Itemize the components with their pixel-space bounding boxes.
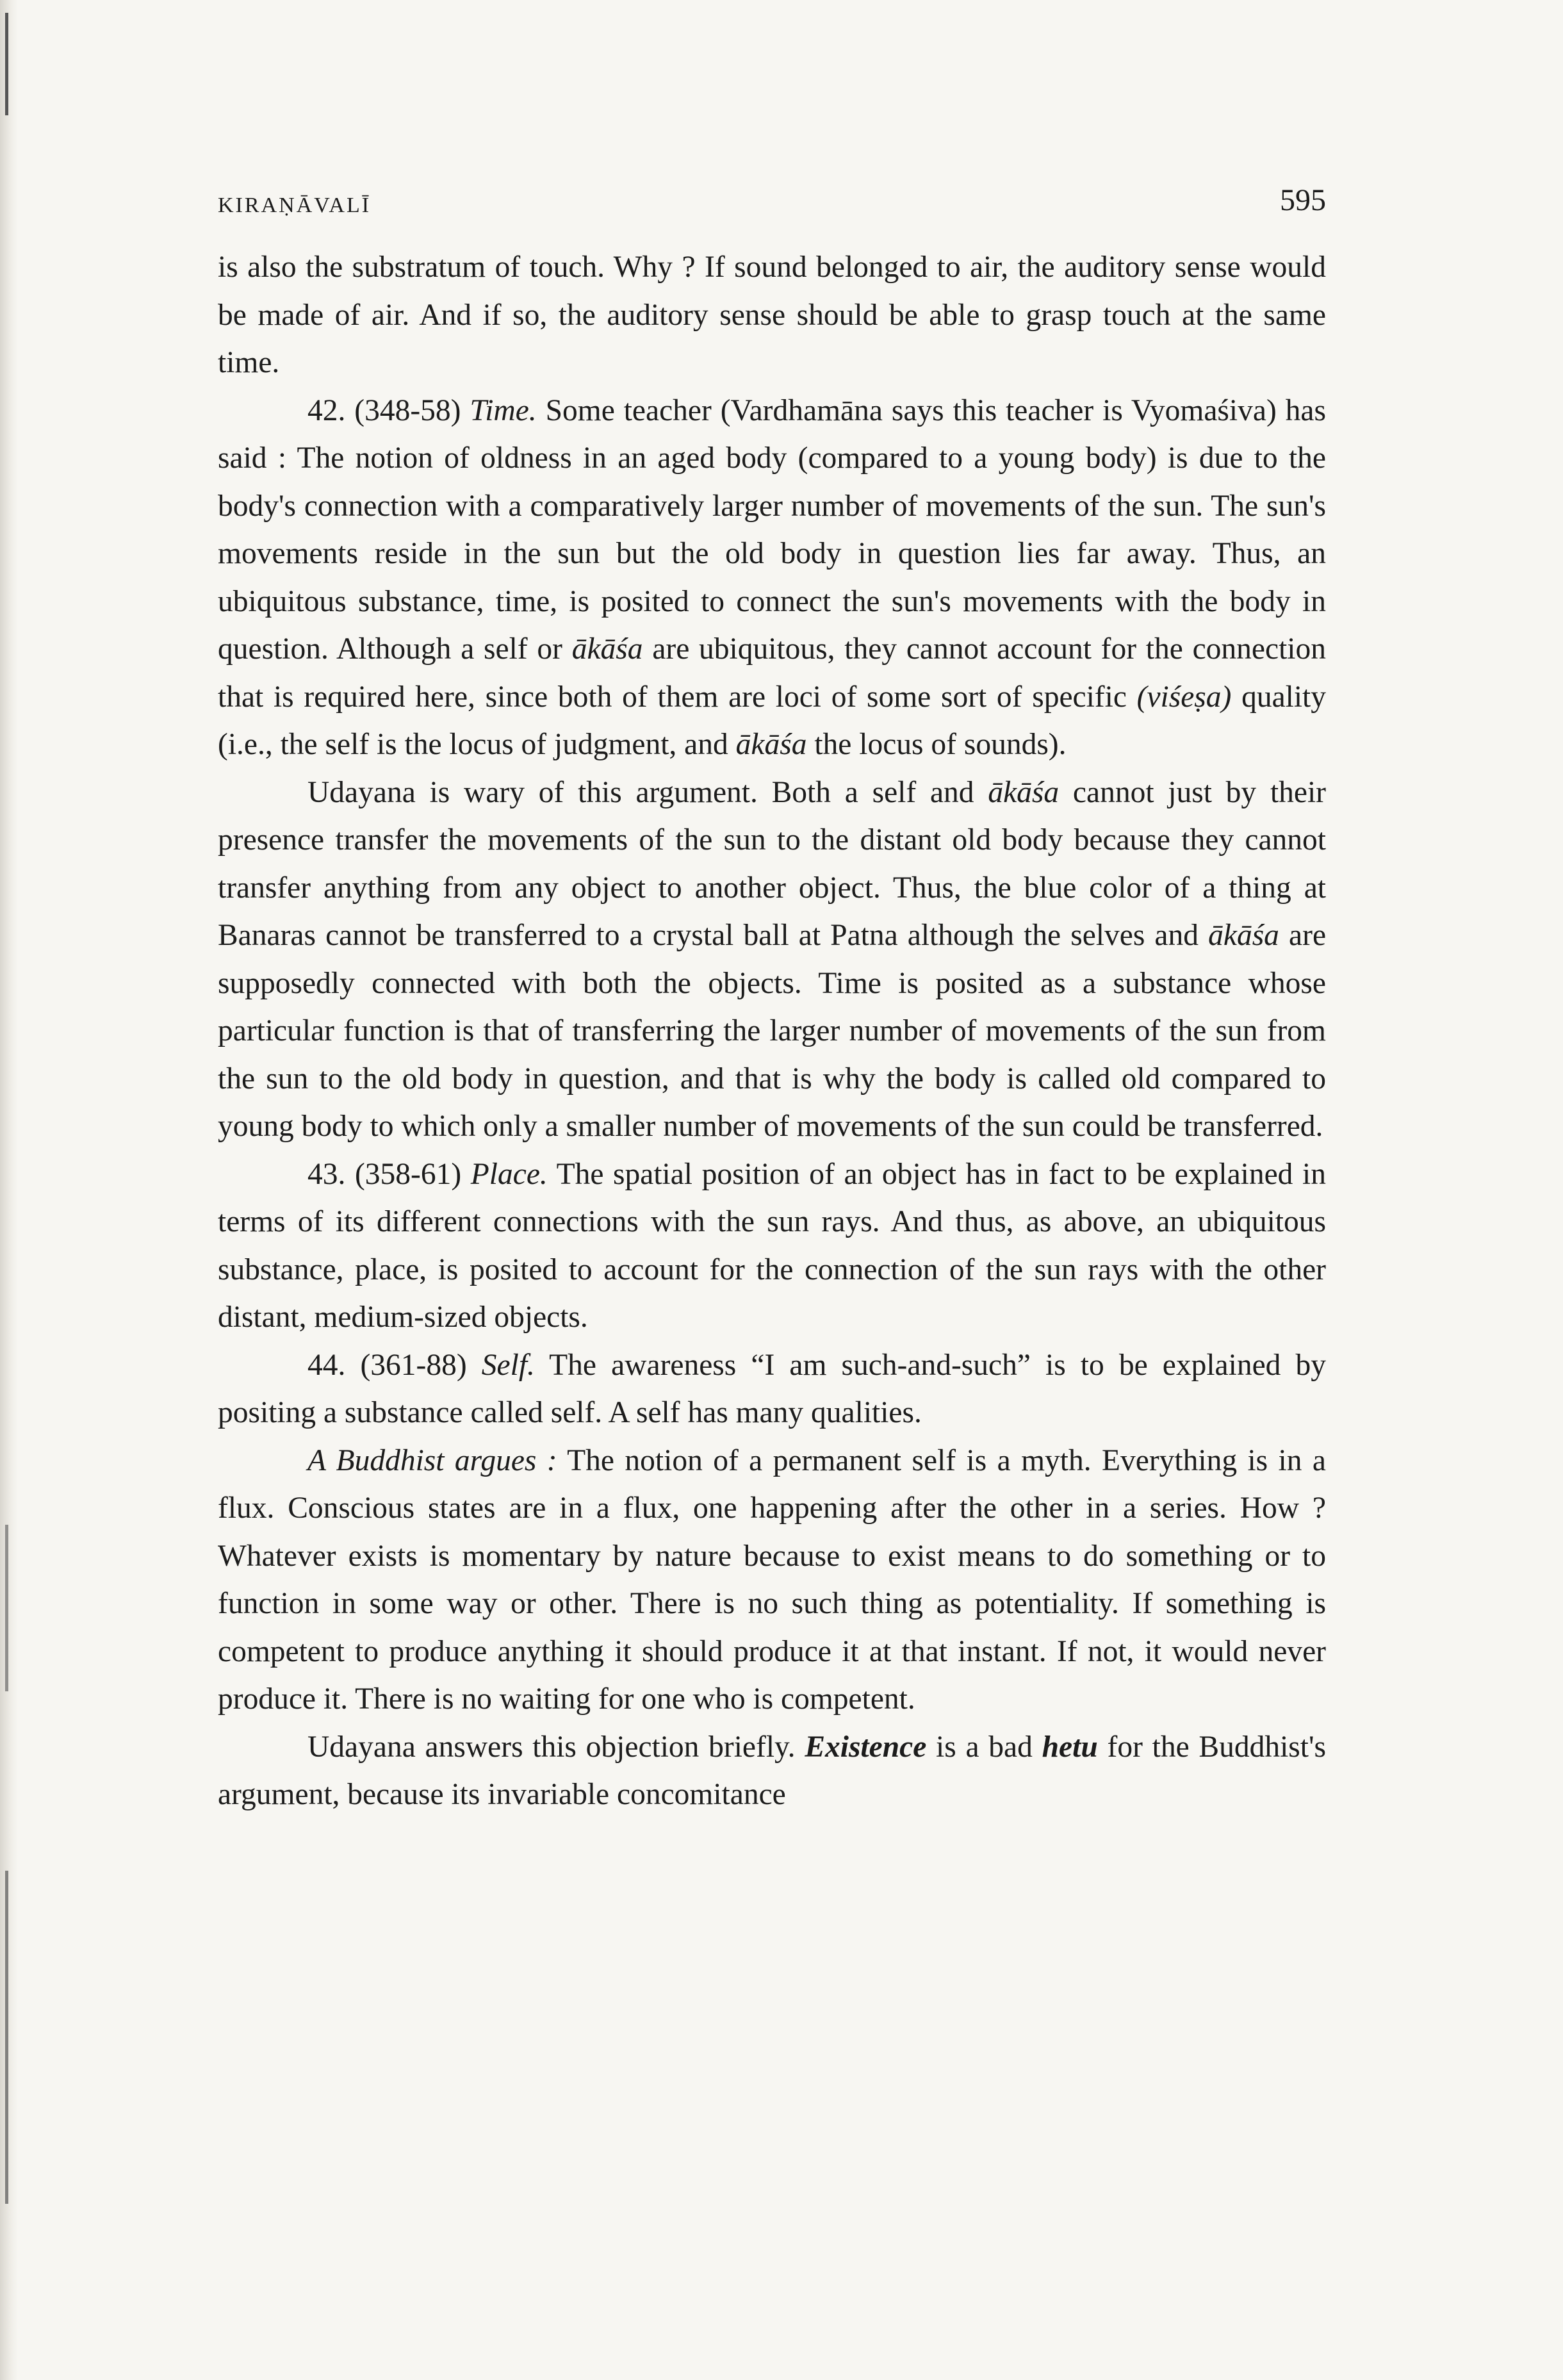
paragraph-text: The spatial position of an object has in fact to be explained in terms of its different connections with the sun rays. And thus, as above, an ubiquitous substance, place, is posited to account for the connection of the sun rays with the other distant, medium-sized objects. [218, 1157, 1326, 1334]
paragraph-udayana-reply [218, 769, 1326, 1151]
paragraph-time [218, 387, 1326, 769]
section-heading: Time. [470, 393, 537, 427]
paragraph-place [218, 1151, 1326, 1342]
paragraph-buddhist-argument [218, 1437, 1326, 1723]
section-number: 43. (358-61) [307, 1157, 462, 1191]
running-head [218, 173, 1326, 218]
paragraph-text: Udayana answers this objection briefly. [307, 1730, 796, 1764]
running-title: KIRAṆĀVALĪ [218, 193, 372, 217]
section-number: 42. (348-58) [307, 393, 461, 427]
paragraph-text: is also the substratum of touch. Why ? If sound belonged to air, the auditory sense would be made of air. And if so, the auditory sense should be able to grasp touch at the same time. [218, 250, 1326, 379]
paragraph-text: are supposedly connected with both the objects. Time is posited as a substance whose particular function is that of transferring the larger number of movements of the sun from the sun to the old body in question, and that is why the body is called old compared to young body to which only a smaller number of movements of the sun could be transferred. [218, 919, 1327, 1143]
paragraph-text: quality (i.e., the self is the locus of judgment, and [218, 680, 1326, 761]
scan-edge-shadow [0, 0, 18, 2380]
paragraph-text: The awareness “I am such-and-such” is to be explained by positing a substance called self. A self has many qualities. [218, 1348, 1327, 1429]
book-page [218, 173, 1326, 1819]
paragraph-text: cannot just by their presence transfer the movements of the sun to the distant old body because they cannot transfer anything from any object to another object. Thus, the blue color of a thing at Banaras cannot be transferred to a crystal ball at Patna although the selves and [218, 775, 1326, 952]
paragraph-text: The notion of a permanent self is a myth. Everything is in a flux. Conscious states are in a flux, one happening after the other in a series. How ? Whatever exists is momentary by nature because to exist means to do something or to function in some way or other. There is no such thing as potentiality. If something is competent to produce anything it should produce it at that instant. If not, it would never produce it. There is no waiting for one who is competent. [218, 1443, 1326, 1716]
term-akasa: ākāśa [735, 728, 807, 761]
section-number: 44. (361-88) [307, 1348, 467, 1382]
term-akasa: ākāśa [1208, 919, 1279, 952]
paragraph-text: Some teacher (Vardhamāna says this teacher is Vyomaśiva) has said : The notion of oldness in an aged body (compared to a young body) is due to the body's connection with a comparatively larger number of movements of the sun. The sun's movements reside in the sun but the old body in question lies far away. Thus, an ubiquitous substance, time, is posited to connect the sun's movements with the body in question. Although a self or [218, 393, 1326, 666]
scan-mark [5, 13, 8, 115]
section-heading: Self. [481, 1348, 535, 1382]
paragraph-text: is a bad [936, 1730, 1033, 1764]
scan-mark [5, 1525, 8, 1691]
paragraph-udayana-answer [218, 1723, 1326, 1819]
paragraph-continuation [218, 243, 1326, 387]
paragraph-text: the locus of sounds). [814, 728, 1067, 761]
section-heading: Place. [470, 1157, 548, 1191]
scan-mark [5, 1871, 8, 2204]
paragraph-text: Udayana is wary of this argument. Both a self and [307, 775, 974, 809]
term-akasa: ākāśa [571, 632, 643, 666]
page-number: 595 [1280, 183, 1326, 217]
term-akasa: ākāśa [988, 775, 1060, 809]
term-visesa: (viśeṣa) [1136, 680, 1232, 714]
term-existence: Existence [805, 1730, 927, 1764]
paragraph-text: are ubiquitous, they cannot account for the connection that is required here, since both of them are loci of some sort of specific [218, 632, 1326, 714]
argument-heading: A Buddhist argues : [307, 1443, 557, 1477]
paragraph-self [218, 1342, 1326, 1437]
paragraph-text: for the Buddhist's argument, because its invariable concomitance [218, 1730, 1327, 1811]
term-hetu: hetu [1042, 1730, 1098, 1764]
